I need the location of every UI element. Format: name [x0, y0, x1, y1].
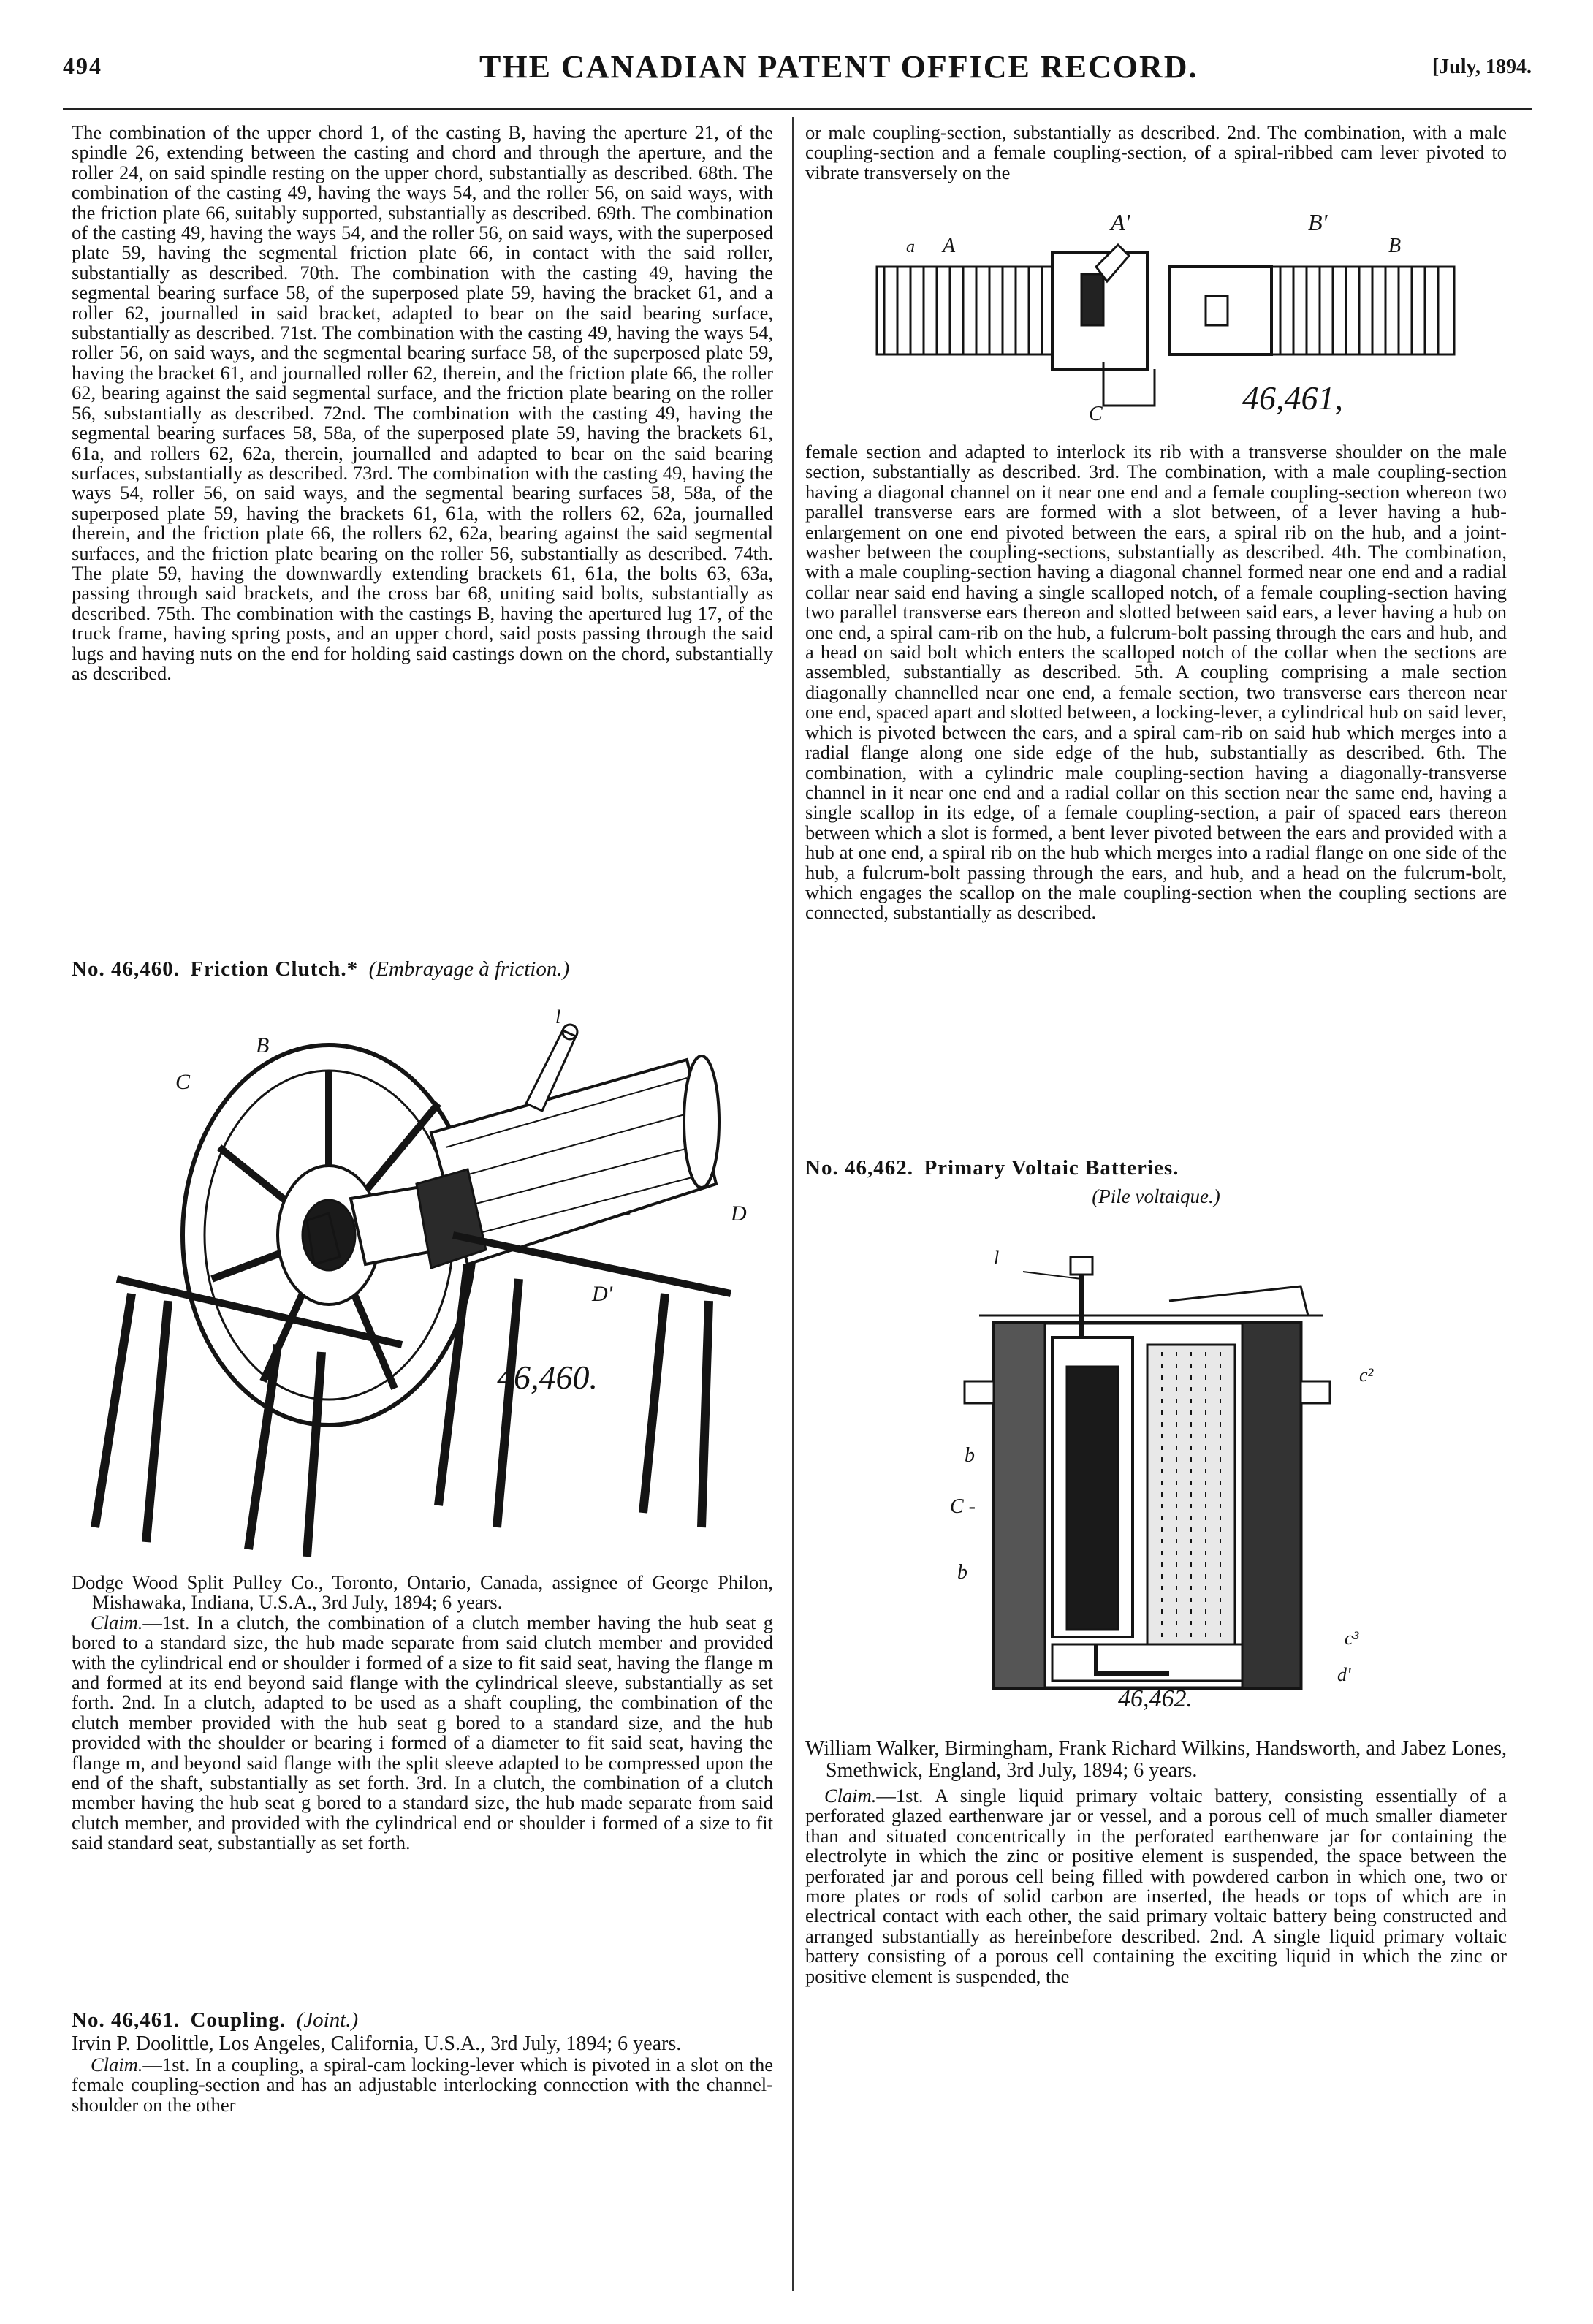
svg-text:d': d': [1337, 1664, 1351, 1685]
right-column-middle: [805, 442, 1507, 923]
header-rule: [63, 108, 1532, 110]
svg-text:B: B: [256, 1033, 270, 1057]
continued-claims-text: or male coupling-section, substantially as described. 2nd. The combination, with a male coupling-section and a female coupling-section, of a spiral-ribbed cam lever pivoted to vibrate transversely on the: [805, 121, 1507, 183]
continued-claims-text: female section and adapted to interlock its rib with a transverse shoulder on the male section, substantially as described. 3rd. The combination, with a male coupling-section having a diagonal channel on it near one end and a female coupling-section whereon two parallel transverse ears are formed with a slot between, of a lever having a hub-enlargement on one end pivoted between the ears, a spiral rib on the hub, and a joint-washer between the coupling-sections, substantially as described. 4th. The combination, with a male coupling-section having a diagonal channel formed near one end and a radial collar near said end having a single scalloped notch, of a female coupling-section having two parallel transverse ears thereon and slotted between said ears, a lever having a hub on one end, a spiral cam-rib on the hub, a fulcrum-bolt passing through the ears and hub, and a head on said bolt which enters the scalloped notch of the collar when the sections are assembled, substantially as described. 5th. A coupling comprising a male section diagonally channelled near one end, a female section, two transverse ears thereon near one end, spaced apart and slotted between, a locking-lever, a cylindrical hub on said lever, which is pivoted between the ears, and a spiral cam-rib on said hub which merges into a radial flange along one side edge of the hub, substantially as described. 6th. The combination, with a cylindric male coupling-section having a diagonally-transverse channel in it near one end and a radial collar on this section near the same end, having a single scallop in its edge, of a female coupling-section, a pair of spaced ears thereon between which a slot is formed, a bent lever pivoted between the ears and provided with a hub at one end, a spiral rib on the hub which merges into a radial flange on one side of the hub, a fulcrum-bolt passing through the ears, and hub, and a head on the fulcrum-bolt, which engages the scallop on the male coupling-section when the coupling sections are connected, substantially as described.: [805, 441, 1507, 924]
claim-text: —1st. In a clutch, the combination of a clutch member having the hub seat g bored to a standard size, the hub made separate from said clutch member and provided with the cylindrical end or shoulder i formed of a size to fit said seat, having the flange m and formed at its end beyond said flange with the cylindrical sleeve, substantially as set forth. 2nd. In a clutch, adapted to be used as a shaft coupling, the combination of the clutch member provided with the hub seat g bored to a standard size, and the hub provided with the shoulder or bearing i formed of a diameter to fit said seat, having the flange m, and beyond said flange with the split sleeve adapted to be compressed upon the end of the shaft, substantially as set forth. 3rd. In a clutch, the combination of a clutch member having the hub seat g bored to a standard size, the hub made separate from said clutch member, and provided with the cylindrical end or shoulder i formed of a size to fit said standard seat, substantially as set forth.: [72, 1611, 773, 1854]
claim-text: —1st. A single liquid primary voltaic battery, consisting essentially of a perforated glazed earthenware jar or vessel, and a porous cell of much smaller diameter than and situated concentrically in the perforated earthenware jar for containing the electrolyte in which the zinc or positive element is suspended, the space between the perforated jar and porous cell being filled with powdered carbon in which one, two or more plates or rods of solid carbon are inserted, the heads or tops of which are in electrical contact with each other, the said primary voltaic battery being constructed and arranged substantially as hereinbefore described. 2nd. A single liquid primary voltaic battery consisting of a porous cell containing the exciting liquid in which the zinc or positive element is suspended, the: [805, 1785, 1507, 1987]
issue-date: [July, 1894.: [1432, 56, 1532, 78]
figure-label: 46,461,: [1242, 379, 1343, 417]
patent-title: Coupling.: [190, 2008, 286, 2032]
patent-number: No. 46,461.: [72, 2008, 180, 2032]
svg-text:B: B: [1388, 235, 1402, 257]
assignee-text: Dodge Wood Split Pulley Co., Toronto, Ontario, Canada, assignee of George Philon, Mishawaka, Indiana, U.S.A., 3rd July, 1894; 6 years.: [72, 1571, 773, 1614]
patent-46462-body: [805, 1738, 1507, 1986]
patent-title-french: (Embrayage à friction.): [368, 957, 570, 981]
svg-text:B': B': [1308, 209, 1328, 235]
svg-text:C: C: [1089, 403, 1103, 425]
svg-text:D': D': [592, 1282, 613, 1306]
svg-text:l: l: [994, 1248, 1000, 1269]
svg-text:C: C: [175, 1070, 191, 1094]
assignee-text: Irvin P. Doolittle, Los Angeles, California, U.S.A., 3rd July, 1894; 6 years.: [72, 2032, 682, 2055]
patent-title-french: (Pile voltaique.): [1092, 1185, 1220, 1207]
voltaic-battery-figure: [950, 1235, 1388, 1710]
coupling-figure: [862, 186, 1461, 428]
svg-text:A': A': [1111, 209, 1130, 235]
right-column-top: [805, 123, 1507, 183]
svg-text:b: b: [965, 1444, 975, 1467]
claim-label: Claim.: [91, 2054, 143, 2076]
svg-text:c³: c³: [1345, 1628, 1359, 1649]
patent-46460-heading: [72, 957, 773, 981]
patent-title: Primary Voltaic Batteries.: [924, 1156, 1179, 1180]
svg-text:l: l: [555, 1006, 561, 1028]
svg-text:A: A: [943, 235, 956, 257]
figure-label: 46,460.: [497, 1359, 598, 1396]
claim-text: —1st. In a coupling, a spiral-cam locking-lever which is pivoted in a slot on the female coupling-section and has an adjustable interlocking connection with the channel-shoulder on the other: [72, 2054, 773, 2116]
assignee-text: William Walker, Birmingham, Frank Richard Wilkins, Handsworth, and Jabez Lones, Smethwick, England, 3rd July, 1894; 6 years.: [805, 1737, 1507, 1782]
svg-text:b: b: [957, 1561, 967, 1584]
patent-number: No. 46,462.: [805, 1156, 913, 1180]
continued-claims-text: The combination of the upper chord 1, of the casting B, having the aperture 21, of the spindle 26, extending between the casting and chord and through the aperture, and the roller 24, on said spindle resting on the upper chord, substantially as described. 68th. The combination of the casting 49, having the ways 54, and the roller 56, on said ways, with the friction plate 66, suitably supported, substantially as described. 69th. The combination of the casting 49, having the ways 54, and the roller 56, on said ways, with the superposed plate 59, having the segmental friction plate 66, in contact with the said roller, substantially as described. 70th. The combination with the casting 49, having the segmental bearing surface 58, of the superposed plate 59, having the bracket 61, and a roller 62, journalled in said bracket, adapted to bear on the said bearing surface, substantially as described. 71st. The combination with the casting 49, having the ways 54, roller 56, on said ways, and the segmental bearing surface 58, of the superposed plate 59, having the bracket 61, and journalled roller 62, therein, and the friction plate 66, the roller 62, bearing against the said segmental surface, and the friction plate bearing on the roller 56, substantially as described. 72nd. The combination with the casting 49, having the segmental bearing surfaces 58, 58a, of the superposed plate 59, having the brackets 61, 61a, and rollers 62, 62a, therein, journalled and adapted to bear on the said bearing surfaces, substantially as described. 73rd. The combination with the casting 49, having the ways 54, roller 56, on said ways, and the segmental bearing surfaces 58, 58a, of the superposed plate 59, having the brackets 61, 61a, with the rollers 62, 62a, journalled therein, and the friction plate 66, the rollers 62, 62a, bearing against the said segmental surfaces, and the friction plate bearing on the roller 56, substantially as described. 74th. The plate 59, having the downwardly extending brackets 61, 61a, the bolts 63, 63a, passing through said brackets, and the cross bar 68, uniting said bolts, substantially as described. 75th. The combination with the castings B, having the apertured lug 17, of the truck frame, having spring posts, and an upper chord, said posts passing through the said lugs and having nuts on the end for holding said castings down on the chord, substantially as described.: [72, 121, 773, 684]
svg-text:a: a: [906, 238, 915, 257]
journal-title: THE CANADIAN PATENT OFFICE RECORD.: [479, 49, 1198, 85]
figure-label: 46,462.: [1118, 1685, 1193, 1710]
patent-46461-section: [72, 2008, 773, 2115]
svg-text:C -: C -: [950, 1495, 976, 1518]
column-divider: [792, 117, 794, 2291]
patent-title-french: (Joint.): [296, 2008, 359, 2032]
page-header: [63, 49, 1532, 96]
page-number: 494: [63, 53, 102, 79]
patent-46462-heading: [805, 1156, 1507, 1208]
patent-number: No. 46,460.: [72, 957, 180, 981]
svg-text:D: D: [731, 1201, 747, 1226]
patent-title: Friction Clutch.*: [190, 957, 359, 981]
claim-label: Claim.: [91, 1611, 143, 1633]
svg-text:c²: c²: [1359, 1364, 1374, 1386]
claim-label: Claim.: [824, 1785, 877, 1807]
left-column-top: [72, 123, 773, 683]
patent-46460-body: [72, 1573, 773, 1853]
friction-clutch-figure: [88, 1001, 767, 1557]
